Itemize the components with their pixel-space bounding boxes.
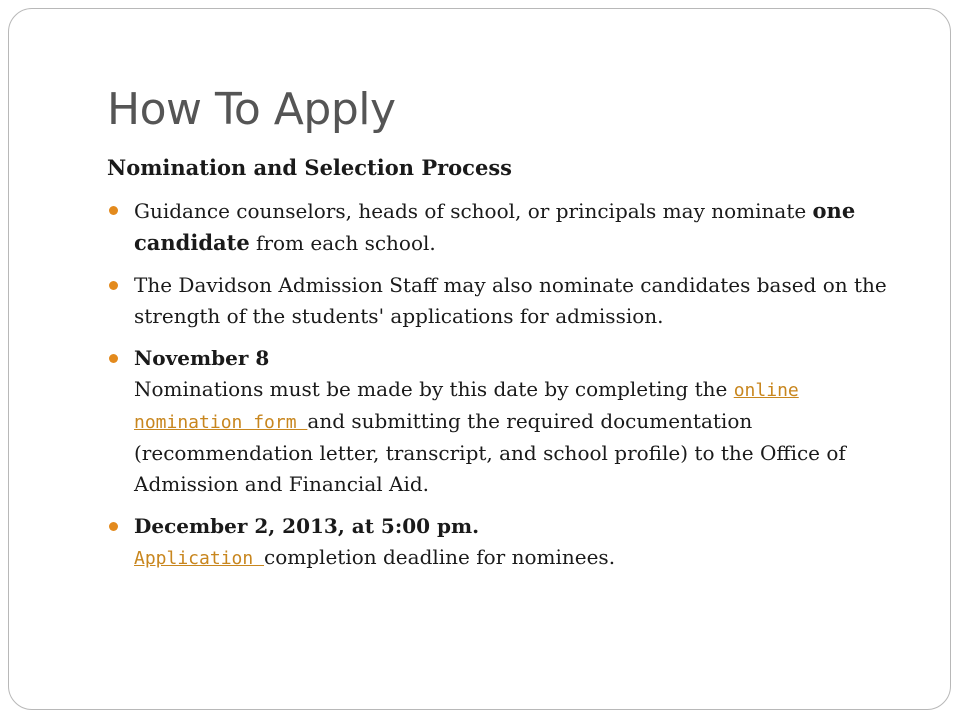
bullet-dot-icon <box>109 354 118 363</box>
bullet-dot-icon <box>109 281 118 290</box>
bullet-text: Nominations must be made by this date by completing the <box>134 377 734 401</box>
slide-title: How To Apply <box>107 84 396 135</box>
bullet-text: The Davidson Admission Staff may also nominate candidates based on the strength of the students' applications for admission. <box>134 273 887 328</box>
bullet-list <box>107 195 907 574</box>
bullet-text: from each school. <box>249 231 436 255</box>
emphasis-text: one candidate <box>134 198 856 255</box>
bullet-text: Guidance counselors, heads of school, or principals may nominate <box>134 199 813 223</box>
bullet-november-deadline <box>107 343 907 500</box>
bullet-admission-staff <box>107 270 907 332</box>
bullet-text: and submitting the required documentation (recommendation letter, transcript, and school profile) to the Office of Admission and Financial Aid. <box>134 409 846 496</box>
bullet-december-deadline <box>107 511 907 574</box>
deadline-date: November 8 <box>134 346 270 370</box>
bullet-dot-icon <box>109 206 118 215</box>
application-link[interactable]: Application <box>134 548 265 569</box>
bullet-nomination-counselors <box>107 195 907 259</box>
deadline-date: December 2, 2013, at 5:00 pm. <box>134 514 480 538</box>
bullet-text: completion deadline for nominees. <box>264 545 616 569</box>
bullet-dot-icon <box>109 522 118 531</box>
online-nomination-form-link[interactable]: online nomination form <box>134 380 799 433</box>
slide-content <box>107 153 907 585</box>
section-subheading: Nomination and Selection Process <box>107 155 512 180</box>
